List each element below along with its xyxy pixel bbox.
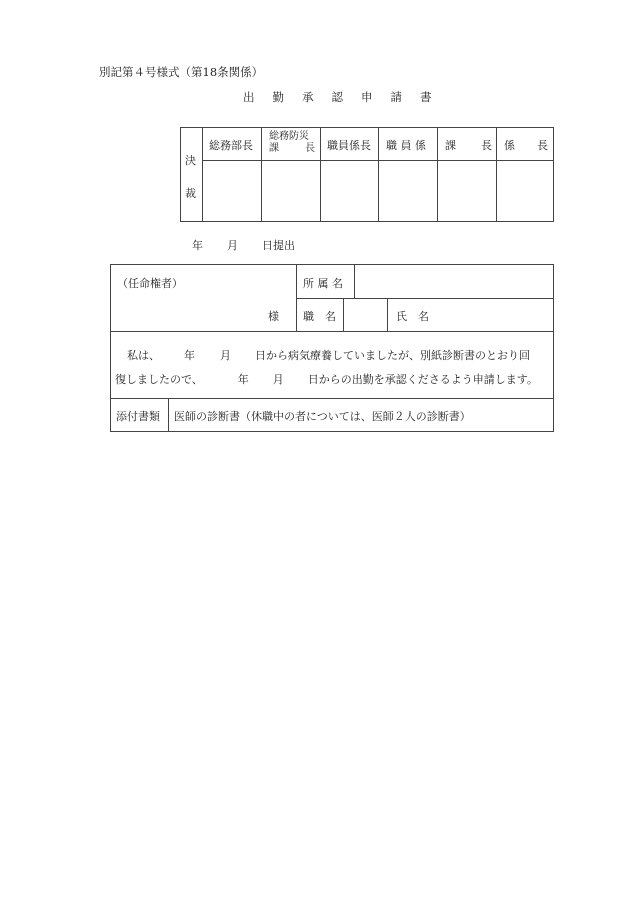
- approval-col-division-chief: 長: [481, 139, 492, 152]
- title-char: 請: [390, 90, 402, 104]
- approval-col-disaster-prevention-chief: 課: [269, 143, 279, 154]
- form-number-note: 別記第４号様式（第18条関係）: [99, 65, 264, 79]
- approval-col-section-chief: 長: [537, 139, 548, 152]
- statement-rest: 日から病気療養していましたが、別紙診断書のとおり回: [255, 349, 530, 362]
- approval-col-general-affairs-director: 総務部長: [209, 139, 253, 152]
- title-char: 認: [331, 90, 343, 104]
- application-form: [110, 264, 554, 432]
- approval-col-staff-section: 職 員 係: [386, 139, 426, 152]
- document-title: [243, 89, 450, 105]
- title-char: 勤: [272, 90, 284, 104]
- title-char: 承: [302, 90, 314, 104]
- approval-col-section-chief: 係: [504, 139, 515, 152]
- statement-prefix: 私は、: [127, 349, 160, 362]
- position-label: 職 名: [303, 310, 336, 323]
- submission-month: 月: [227, 239, 238, 252]
- appointer-label: （任命権者）: [117, 277, 183, 290]
- name-field[interactable]: [441, 308, 549, 324]
- attachment-value: 医師の診断書（休職中の者については、医師２人の診断書）: [174, 410, 471, 423]
- affiliation-label: 所 属 名: [303, 277, 343, 290]
- affiliation-field[interactable]: [361, 275, 549, 291]
- name-label: 氏 名: [396, 310, 429, 323]
- approval-col-disaster-prevention-chief: 総務防災: [269, 131, 309, 142]
- title-char: 申: [361, 90, 373, 104]
- submission-day: 日提出: [262, 239, 295, 252]
- approval-col-division-chief: 課: [445, 139, 456, 152]
- statement-year: 年: [184, 349, 195, 362]
- attachment-label: 添付書類: [116, 410, 160, 423]
- statement-prefix: 復しましたので、: [115, 373, 203, 386]
- approval-side-label: 裁: [185, 187, 196, 200]
- submission-year: 年: [192, 239, 203, 252]
- title-char: 出: [243, 90, 255, 104]
- statement-line-2: [115, 371, 538, 387]
- approval-table: [180, 127, 554, 222]
- statement-month: 月: [272, 373, 284, 386]
- honorific: 様: [268, 310, 279, 323]
- approval-col-staff-section-chief: 職員係長: [327, 139, 371, 152]
- statement-month: 月: [220, 349, 231, 362]
- approval-side-label: 決: [185, 154, 196, 167]
- statement-year: 年: [237, 373, 249, 386]
- position-field[interactable]: [347, 308, 383, 324]
- approval-col-disaster-prevention-chief: 長: [305, 143, 315, 154]
- statement-rest: 日からの出勤を承認くださるよう申請します。: [307, 373, 538, 386]
- statement-line-1: [127, 347, 530, 363]
- title-char: 書: [420, 90, 432, 104]
